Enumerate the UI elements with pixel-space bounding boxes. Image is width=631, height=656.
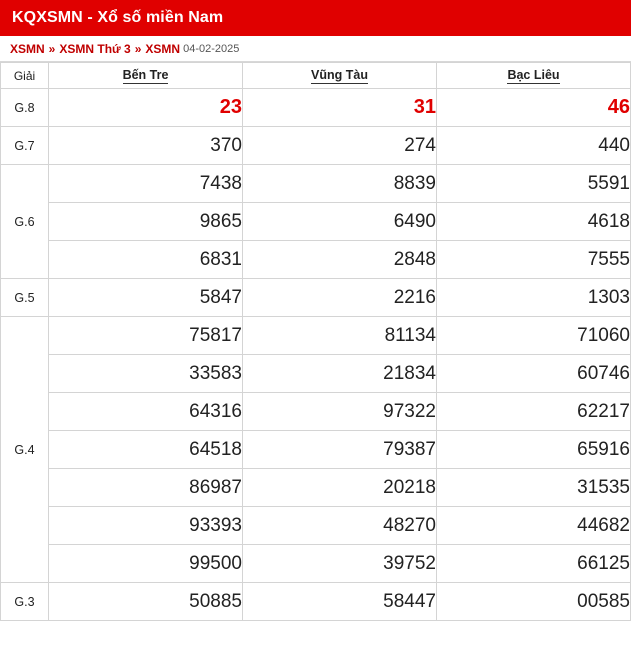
breadcrumb (0, 36, 631, 62)
breadcrumb-separator-2: » (134, 41, 142, 56)
result-number: 65916 (437, 431, 631, 469)
result-number: 23 (49, 89, 243, 127)
column-header-ben-tre (49, 63, 243, 89)
column-header-giai-label: Giải (13, 68, 36, 83)
prize-label: G.8 (1, 89, 49, 127)
result-number: 71060 (437, 317, 631, 355)
result-number: 6490 (243, 203, 437, 241)
result-number: 2848 (243, 241, 437, 279)
result-number: 46 (437, 89, 631, 127)
result-number: 5847 (49, 279, 243, 317)
table-row (1, 241, 631, 279)
result-number: 33583 (49, 355, 243, 393)
column-header-bac-lieu-label: Bạc Liêu (507, 67, 560, 82)
result-number: 7438 (49, 165, 243, 203)
table-row (1, 355, 631, 393)
breadcrumb-date: 04-02-2025 (183, 42, 240, 55)
result-number: 64518 (49, 431, 243, 469)
result-number: 6831 (49, 241, 243, 279)
prize-label: G.6 (1, 165, 49, 279)
prize-label: G.3 (1, 583, 49, 621)
result-number: 58447 (243, 583, 437, 621)
result-number: 00585 (437, 583, 631, 621)
result-number: 20218 (243, 469, 437, 507)
table-body (1, 89, 631, 621)
page-title: KQXSMN - Xổ số miền Nam (12, 9, 224, 26)
page-title-bar (0, 0, 631, 36)
result-number: 48270 (243, 507, 437, 545)
table-row (1, 545, 631, 583)
table-row (1, 317, 631, 355)
prize-label: G.5 (1, 279, 49, 317)
result-number: 79387 (243, 431, 437, 469)
table-row (1, 393, 631, 431)
result-number: 31535 (437, 469, 631, 507)
table-row (1, 279, 631, 317)
result-number: 1303 (437, 279, 631, 317)
result-number: 97322 (243, 393, 437, 431)
result-number: 66125 (437, 545, 631, 583)
result-number: 4618 (437, 203, 631, 241)
result-number: 31 (243, 89, 437, 127)
result-number: 5591 (437, 165, 631, 203)
breadcrumb-separator-1: » (48, 41, 56, 56)
result-number: 44682 (437, 507, 631, 545)
result-number: 440 (437, 127, 631, 165)
column-header-vung-tau-label: Vũng Tàu (311, 67, 368, 82)
table-row (1, 127, 631, 165)
table-row (1, 507, 631, 545)
result-number: 86987 (49, 469, 243, 507)
column-header-bac-lieu (437, 63, 631, 89)
result-number: 370 (49, 127, 243, 165)
result-number: 81134 (243, 317, 437, 355)
breadcrumb-item-xsmn-thu-3[interactable]: XSMN Thứ 3 (59, 41, 131, 56)
result-number: 75817 (49, 317, 243, 355)
result-number: 274 (243, 127, 437, 165)
result-number: 60746 (437, 355, 631, 393)
result-number: 99500 (49, 545, 243, 583)
column-header-ben-tre-label: Bến Tre (122, 67, 169, 82)
result-number: 9865 (49, 203, 243, 241)
breadcrumb-item-current: XSMN (145, 41, 181, 56)
table-row (1, 165, 631, 203)
result-number: 8839 (243, 165, 437, 203)
table-row (1, 469, 631, 507)
table-row (1, 583, 631, 621)
prize-label: G.4 (1, 317, 49, 583)
result-number: 50885 (49, 583, 243, 621)
result-number: 62217 (437, 393, 631, 431)
column-header-giai (1, 63, 49, 89)
result-number: 39752 (243, 545, 437, 583)
table-row (1, 89, 631, 127)
table-row (1, 203, 631, 241)
result-number: 21834 (243, 355, 437, 393)
prize-label: G.7 (1, 127, 49, 165)
table-row (1, 431, 631, 469)
lottery-results-table (0, 62, 631, 621)
result-number: 93393 (49, 507, 243, 545)
table-header-row (1, 63, 631, 89)
result-number: 7555 (437, 241, 631, 279)
column-header-vung-tau (243, 63, 437, 89)
table-header (1, 63, 631, 89)
breadcrumb-item-xsmn[interactable]: XSMN (10, 41, 45, 56)
result-number: 64316 (49, 393, 243, 431)
result-number: 2216 (243, 279, 437, 317)
